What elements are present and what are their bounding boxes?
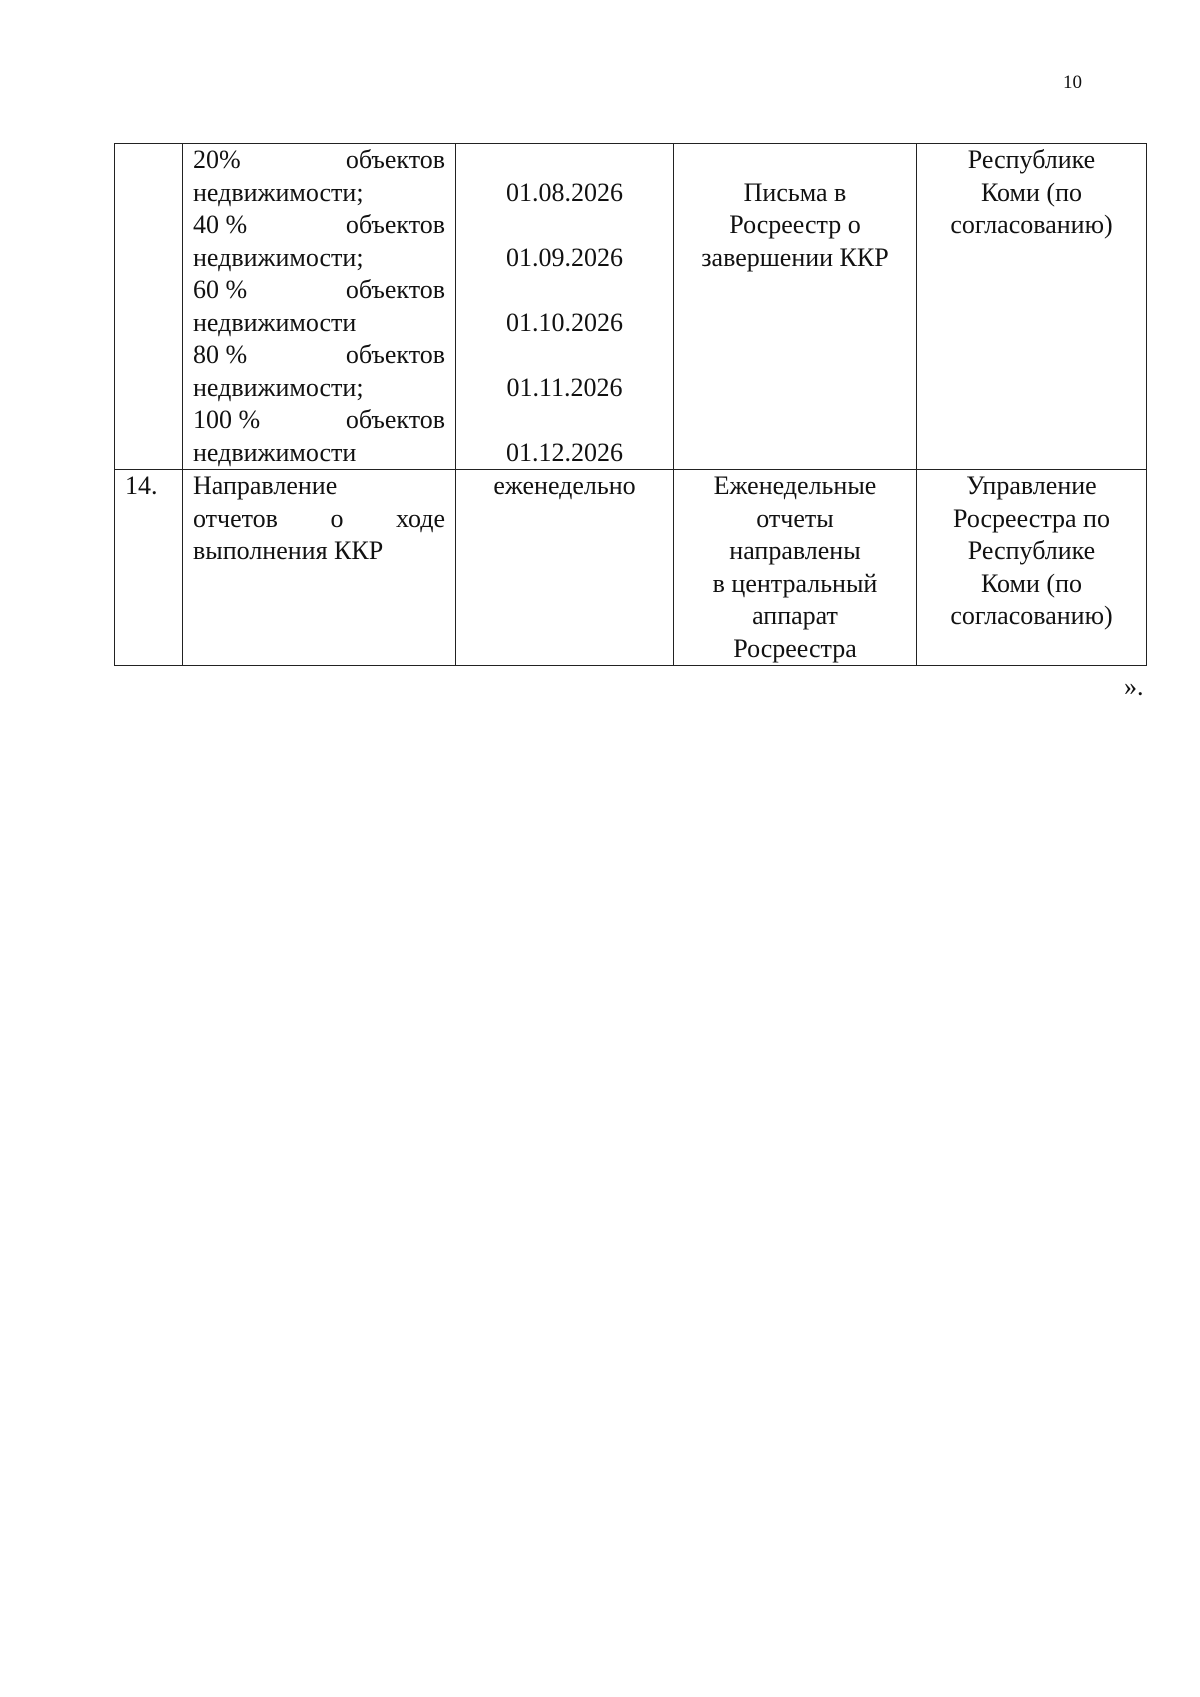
result-line: Еженедельные [713,471,877,500]
date-cell [456,470,674,666]
action-line: 20% объектов [193,145,445,174]
responsible-line: Коми (по [981,177,1082,207]
page-number: 10 [1063,72,1082,93]
action-line: недвижимости; [193,177,364,207]
date-value: 01.09.2026 [506,242,623,272]
action-line: недвижимости; [193,242,364,272]
plan-table [114,143,1147,666]
action-cell [183,470,456,666]
action-line: отчетов о ходе [193,503,445,533]
action-line: 40 % объектов [193,210,445,239]
responsible-line: согласованию) [950,210,1113,239]
result-line: аппарат [752,601,838,630]
result-line: Росреестр о [729,210,861,239]
responsible-cell [917,470,1147,666]
action-line: выполнения ККР [193,536,384,565]
responsible-line: согласованию) [950,601,1113,630]
result-cell [674,470,917,666]
closing-quote: ». [1124,672,1144,701]
date-value: 01.12.2026 [506,437,623,467]
result-line: завершении ККР [701,242,889,272]
date-value: еженедельно [493,471,636,500]
result-line: Росреестра [733,633,857,663]
action-line: 100 % объектов [193,405,445,434]
result-cell [674,144,917,470]
result-line: отчеты [756,503,834,533]
responsible-line: Республике [967,145,1096,174]
action-line: недвижимости; [193,372,364,402]
result-line: направлены [729,536,861,565]
date-value: 01.10.2026 [506,307,623,337]
table-row-14 [115,470,1147,666]
date-value: 01.08.2026 [506,177,623,207]
date-value: 01.11.2026 [506,372,623,402]
action-line: недвижимости [193,437,357,467]
action-cell [183,144,456,470]
responsible-line: Управление [966,471,1097,500]
result-line: Письма в [743,177,847,207]
action-line: недвижимости [193,307,357,337]
responsible-line: Республике [967,536,1096,565]
action-line: 80 % объектов [193,340,445,369]
action-line: 60 % объектов [193,275,445,304]
result-line: в центральный [712,568,878,598]
responsible-line: Росреестра по [953,503,1110,533]
responsible-cell [917,144,1147,470]
action-line: Направление [193,471,338,500]
row-number-cell [115,144,183,470]
row-number-cell: 14. [115,470,183,666]
date-cell [456,144,674,470]
table-row-continued [115,144,1147,470]
responsible-line: Коми (по [981,568,1082,598]
